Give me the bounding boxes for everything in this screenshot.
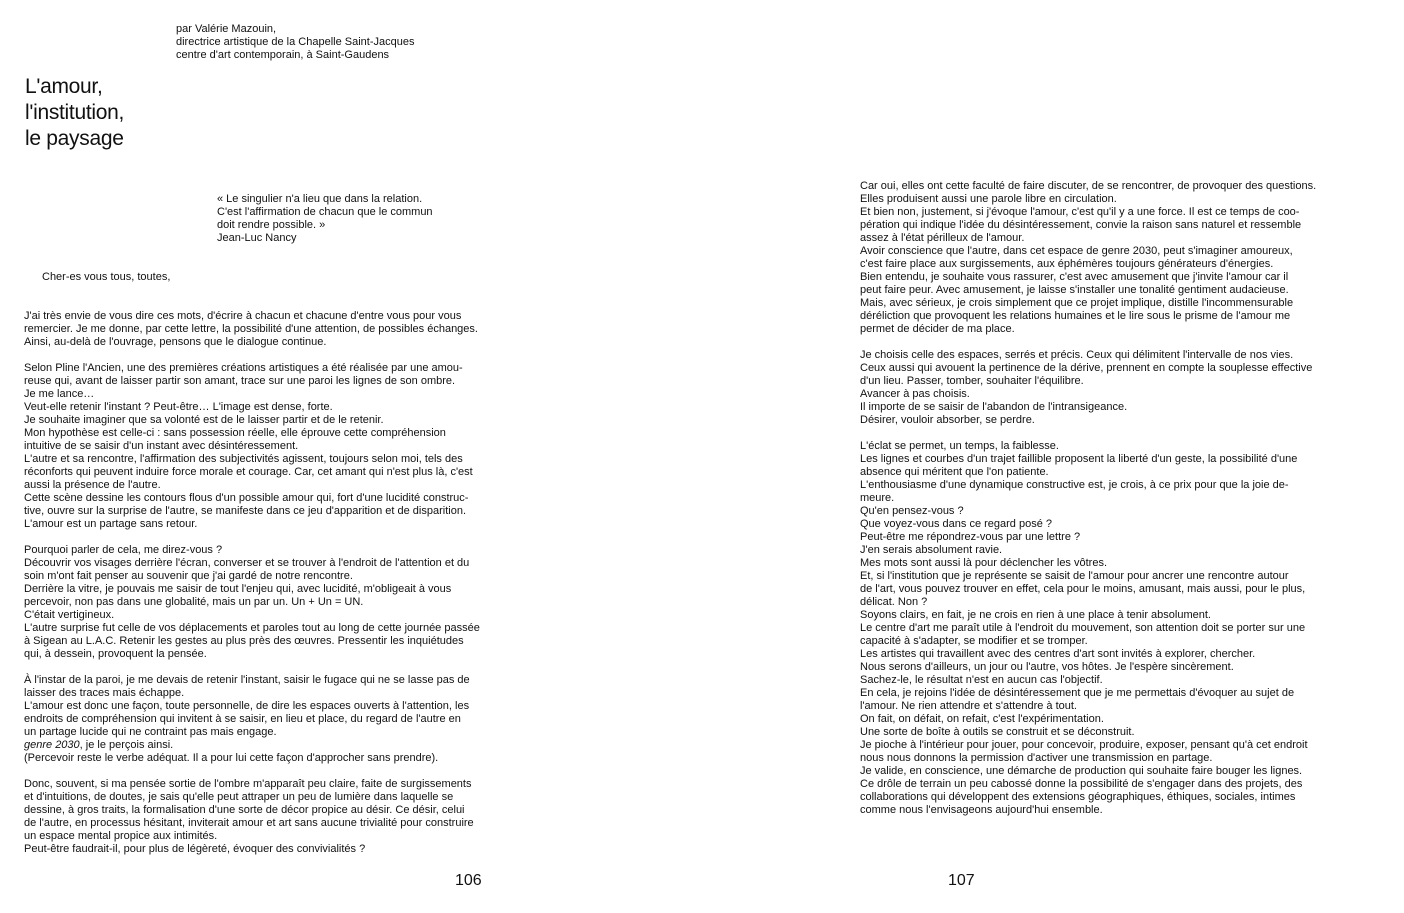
text-line: Car oui, elles ont cette faculté de faire discuter, de se rencontrer, de provoquer des questions.: [860, 180, 1317, 192]
text-line: Peut-être me répondrez-vous par une lettre ?: [860, 531, 1081, 543]
paragraph: [24, 362, 473, 531]
text-line: qui, à dessein, provoquent la pensée.: [24, 648, 207, 660]
text-line: capacité à s'adapter, se modifier et se tromper.: [860, 635, 1088, 647]
text-line: (Percevoir reste le verbe adéquat. Il a pour lui cette façon d'approcher sans prendre).: [24, 752, 439, 764]
title-line: le paysage: [25, 127, 124, 150]
text-line: Je pioche à l'intérieur pour jouer, pour concevoir, produire, exposer, pensant qu'à cet endroit: [860, 739, 1308, 751]
text-line: L'éclat se permet, un temps, la faiblesse.: [860, 440, 1059, 452]
text-line: Je choisis celle des espaces, serrés et précis. Ceux qui délimitent l'intervalle de nos vies.: [860, 349, 1294, 361]
text-line: L'autre surprise fut celle de vos déplacements et paroles tout au long de cette journée passée: [24, 622, 480, 634]
text-line: laisser des traces mais échappe.: [24, 687, 185, 699]
epigraph-line: C'est l'affirmation de chacun que le commun: [217, 206, 433, 218]
text-line: Mes mots sont aussi là pour déclencher les vôtres.: [860, 557, 1108, 569]
text-line: remercier. Je me donne, par cette lettre, la possibilité d'une attention, de possibles échanges.: [24, 323, 478, 335]
text-line: Le centre d'art me paraît utile à l'endroit du mouvement, son attention doit se porter sur une: [860, 622, 1306, 634]
text-line: Soyons clairs, en fait, je ne crois en rien à une place à tenir absolument.: [860, 609, 1211, 621]
paragraph: [860, 349, 1313, 427]
text-line: absence qui méritent que l'on patiente.: [860, 466, 1049, 478]
text-line: Avoir conscience que l'autre, dans cet espace de genre 2030, peut s'imaginer amoureux,: [860, 245, 1293, 257]
text-line: de l'art, vous pouvez trouver en effet, cela pour le moins, amusant, mais aussi, pour le plus,: [860, 583, 1306, 595]
text-line: reuse qui, avant de laisser partir son amant, trace sur une paroi les lignes de son ombre.: [24, 375, 456, 387]
byline: [176, 23, 414, 62]
text-line: C'était vertigineux.: [24, 609, 115, 621]
text-line: pération qui indique l'idée du désintéressement, convie la raison sans naturel et ressemble: [860, 219, 1302, 231]
text-line: Donc, souvent, si ma pensée sortie de l'ombre m'apparaît peu claire, faite de surgissements: [24, 778, 472, 790]
text-line: L'amour est un partage sans retour.: [24, 518, 198, 530]
text-line: Je souhaite imaginer que sa volonté est de le laisser partir et de le retenir.: [24, 414, 384, 426]
text-line: Ceux aussi qui avouent la pertinence de la dérive, prennent en compte la souplesse effective: [860, 362, 1313, 374]
text-line: J'en serais absolument ravie.: [860, 544, 1003, 556]
text-line: percevoir, non pas dans une globalité, mais un par un. Un + Un = UN.: [24, 596, 364, 608]
text-line: Désirer, vouloir absorber, se perdre.: [860, 414, 1035, 426]
text-line: Pourquoi parler de cela, me direz-vous ?: [24, 544, 223, 556]
text-line: Et, si l'institution que je représente se saisit de l'amour pour ancrer une rencontre autour: [860, 570, 1289, 582]
byline-author: par Valérie Mazouin,: [176, 23, 277, 35]
text-line: c'est faire place aux surgissements, aux éphémères toujours générateurs d'énergies.: [860, 258, 1274, 270]
page-number: 107: [948, 872, 975, 889]
text-line: À l'instar de la paroi, je me devais de retenir l'instant, saisir le fugace qui ne se lasse pas de: [24, 674, 470, 686]
text-line: permet de décider de ma place.: [860, 323, 1015, 335]
epigraph-quote: [217, 193, 433, 245]
text-line: de l'autre, en processus hésitant, inviterait amour et art sans aucune trivialité pour construire: [24, 817, 474, 829]
page-number: 106: [455, 872, 482, 889]
text-line: L'enthousiasme d'une dynamique constructive est, je crois, à ce prix pour que la joie de-: [860, 479, 1289, 491]
text-line: Mon hypothèse est celle-ci : sans possession réelle, elle éprouve cette compréhension: [24, 427, 446, 439]
text-line: Nous serons d'ailleurs, un jour ou l'autre, vos hôtes. Je l'espère sincèrement.: [860, 661, 1234, 673]
text-line: Avancer à pas choisis.: [860, 388, 970, 400]
text-line: Veut-elle retenir l'instant ? Peut-être… L'image est dense, forte.: [24, 401, 333, 413]
text-line: On fait, on défait, on refait, c'est l'expérimentation.: [860, 713, 1104, 725]
text-line: comme nous l'envisageons aujourd'hui ensemble.: [860, 804, 1103, 816]
text-line: Les lignes et courbes d'un trajet faillible proposent la liberté d'un geste, la possibilité d'une: [860, 453, 1298, 465]
text-line: endroits de compréhension qui invitent à se saisir, en lieu et place, du regard de l'autre en: [24, 713, 461, 725]
right-page: [702, 0, 1404, 913]
text-line: Cette scène dessine les contours flous d'un possible amour qui, fort d'une lucidité construc-: [24, 492, 469, 504]
text-line: Mais, avec sérieux, je crois simplement que ce projet implique, distille l'incommensurable: [860, 297, 1294, 309]
text-line: déréliction que provoquent les relations humaines et le lire sous le prisme de l'amour me: [860, 310, 1291, 322]
salutation: Cher-es vous tous, toutes,: [42, 271, 171, 283]
paragraph: [860, 180, 1317, 336]
text-line: dessine, à gros traits, la formalisation d'une sorte de décor propice au désir. Ce désir, celui: [24, 804, 465, 816]
paragraph: [24, 778, 474, 856]
paragraph: [24, 674, 469, 765]
text-line: intuitive de se saisir d'un instant avec désintéressement.: [24, 440, 299, 452]
text-line: d'un lieu. Passer, tomber, souhaiter l'équilibre.: [860, 375, 1084, 387]
text-line: l'amour. Ne rien attendre et s'attendre à tout.: [860, 700, 1077, 712]
text-line: meure.: [860, 492, 895, 504]
text-line: collaborations qui développent des extensions géographiques, éthiques, sociales, intimes: [860, 791, 1296, 803]
text-line: Ce drôle de terrain un peu cabossé donne la possibilité de s'engager dans des projets, des: [860, 778, 1303, 790]
paragraph: [860, 440, 1308, 817]
epigraph-line: doit rendre possible. »: [217, 219, 326, 231]
text-line: et d'intuitions, de doutes, je sais qu'elle peut attraper un peu de lumière dans laquelle se: [24, 791, 454, 803]
text-line: Et bien non, justement, si j'évoque l'amour, c'est qu'il y a une force. Il est ce temps de coo-: [860, 206, 1300, 218]
text-line: tive, ouvre sur la surprise de l'autre, se manifeste dans ce jeu d'apparition et de disparition.: [24, 505, 466, 517]
text-line: genre 2030, je le perçois ainsi.: [24, 739, 174, 751]
text-line: peut faire peur. Avec amusement, je laisse s'installer une tonalité gentiment audacieuse.: [860, 284, 1289, 296]
text-line: réconforts qui peuvent induire force morale et courage. Car, cet amant qui n'est plus là, c'est: [24, 466, 473, 478]
text-line: L'autre et sa rencontre, l'affirmation des subjectivités agissent, toujours selon moi, tels des: [24, 453, 463, 465]
article-title: [25, 74, 124, 152]
text-line: Sachez-le, le résultat n'est en aucun cas l'objectif.: [860, 674, 1103, 686]
text-line: Peut-être faudrait-il, pour plus de légèreté, évoquer des convivialités ?: [24, 843, 366, 855]
text-line: Les artistes qui travaillent avec des centres d'art sont invités à explorer, chercher.: [860, 648, 1256, 660]
left-body-text: [24, 310, 480, 869]
text-line: J'ai très envie de vous dire ces mots, d'écrire à chacun et chacune d'entre vous pour vous: [24, 310, 462, 322]
text-line: délicat. Non ?: [860, 596, 928, 608]
text-line: Bien entendu, je souhaite vous rassurer, c'est avec amusement que j'invite l'amour car il: [860, 271, 1289, 283]
text-line: Découvrir vos visages derrière l'écran, converser et se trouver à l'endroit de l'attention et du: [24, 557, 470, 569]
text-line: un partage lucide qui ne contraint pas mais engage.: [24, 726, 277, 738]
text-line: nous nous donnons la permission d'activer une transmission en partage.: [860, 752, 1213, 764]
text-line: à Sigean au L.A.C. Retenir les gestes au plus près des œuvres. Pressentir les inquiétudes: [24, 635, 464, 647]
text-line: Je me lance…: [24, 388, 95, 400]
text-line: Il importe de se saisir de l'abandon de l'intransigeance.: [860, 401, 1128, 413]
text-line: Elles produisent aussi une parole libre en circulation.: [860, 193, 1117, 205]
epigraph-line: « Le singulier n'a lieu que dans la relation.: [217, 193, 423, 205]
text-line: Selon Pline l'Ancien, une des premières créations artistiques a été réalisée par une amou-: [24, 362, 463, 374]
paragraph: [24, 544, 480, 661]
right-body-text: [860, 180, 1317, 830]
text-line: assez à l'état périlleux de l'amour.: [860, 232, 1025, 244]
text-line: Que voyez-vous dans ce regard posé ?: [860, 518, 1053, 530]
text-line: Je valide, en conscience, une démarche de production qui souhaite faire bouger les lignes.: [860, 765, 1303, 777]
byline-role: directrice artistique de la Chapelle Saint-Jacques: [176, 36, 415, 48]
text-line: aussi la présence de l'autre.: [24, 479, 161, 491]
byline-institution: centre d'art contemporain, à Saint-Gaudens: [176, 49, 390, 61]
text-line: Une sorte de boîte à outils se construit et se déconstruit.: [860, 726, 1135, 738]
text-line: soin m'ont fait penser au souvenir que j'ai gardé de notre rencontre.: [24, 570, 353, 582]
title-line: l'institution,: [25, 101, 125, 124]
text-line: En cela, je rejoins l'idée de désintéressement que je me permettais d'évoquer au sujet de: [860, 687, 1295, 699]
text-line: un espace mental propice aux intimités.: [24, 830, 218, 842]
text-line: L'amour est donc une façon, toute personnelle, de dire les espaces ouverts à l'attention, les: [24, 700, 470, 712]
epigraph-attribution: Jean-Luc Nancy: [217, 232, 297, 244]
text-line: Ainsi, au-delà de l'ouvrage, pensons que le dialogue continue.: [24, 336, 327, 348]
title-line: L'amour,: [25, 75, 103, 98]
text-line: Derrière la vitre, je pouvais me saisir de tout l'enjeu qui, avec lucidité, m'obligeait à vous: [24, 583, 452, 595]
paragraph: [24, 310, 478, 349]
text-line: Qu'en pensez-vous ?: [860, 505, 964, 517]
